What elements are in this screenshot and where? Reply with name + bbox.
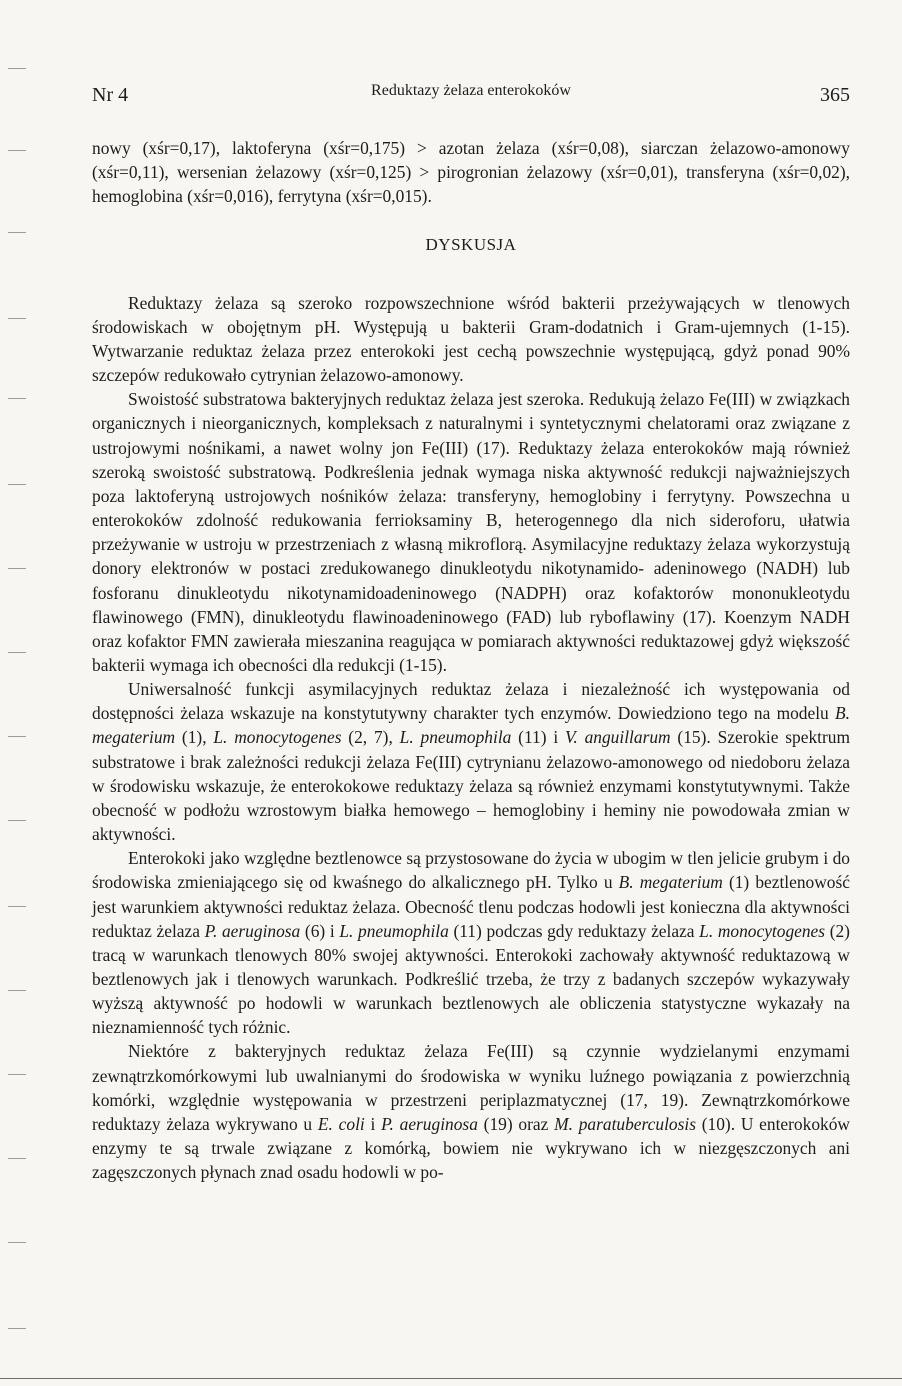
- paragraph-text: (15). Szerokie spektrum substratowe i brak zależności redukcji żelaza Fe(III) cytrynianu żelazowo-amonowego od niedoboru żelaza w środowisku wskazuje, że enterokokowe reduktazy żelaza są również enzymami konstytutywnymi. Także obecność w podłożu wzrostowym białka hemowego – hemoglobiny i heminy nie powodowała zmian w aktywności.: [92, 727, 850, 845]
- margin-tick: [8, 990, 26, 991]
- margin-tick: [8, 232, 26, 233]
- journal-issue: Nr 4: [92, 84, 129, 106]
- margin-tick: [8, 1074, 26, 1075]
- body-paragraph: [92, 291, 850, 388]
- paragraph-text: (2) tracą w warunkach tlenowych 80% swojej aktywności. Enterokoki zachowały aktywność reduktazową w beztlenowych jak i tlenowych warunkach. Podkreślić trzeba, że trzy z badanych szczepów wykazywały wyższą aktywność po hodowli w warunkach beztlenowych ale obliczenia statystyczne wykazały na nieznamienność tych różnic.: [92, 920, 850, 1038]
- paragraph-text: Uniwersalność funkcji asymilacyjnych reduktaz żelaza i niezależność ich występowania od dostępności żelaza wskazuje na konstytutywny charakter tych enzymów. Dowiedziono tego na modelu: [92, 679, 850, 724]
- paragraph-text: Niektóre z bakteryjnych reduktaz żelaza Fe(III) są czynnie wydzielanymi enzymami zewnątrzkomórkowymi lub uwalnianymi do środowiska w wyniku luźnego powiązania z powierzchnią komórki, względnie występowania w przestrzeni periplazmatycznej (17, 19). Zewnątrzkomórkowe reduktazy żelaza wykrywano u: [92, 1041, 850, 1134]
- margin-tick: [8, 736, 26, 737]
- margin-tick: [8, 568, 26, 569]
- paragraph-text: (19) oraz: [477, 1113, 555, 1134]
- species-name: M. paratuberculosis: [554, 1113, 696, 1134]
- margin-tick: [8, 398, 26, 399]
- paragraph-text: Reduktazy żelaza są szeroko rozpowszechnione wśród bakterii przeżywających w tlenowych środowiskach w obojętnym pH. Występują u bakterii Gram-dodatnich i Gram-ujemnych (1-15). Wytwarzanie reduktaz żelaza przez enterokoki jest cechą powszechnie występującą, gdyż ponad 90% szczepów redukowało cytrynian żelazowo-amonowy.: [92, 292, 850, 386]
- species-name: L. pneumophila: [399, 727, 512, 748]
- margin-tick: [8, 150, 26, 151]
- body-paragraph: [92, 677, 850, 846]
- species-name: V. anguillarum: [565, 727, 671, 748]
- paragraph-text: (6) i: [300, 920, 340, 941]
- article-body: [92, 136, 850, 1184]
- paragraph-text: (11) podczas gdy reduktazy żelaza: [448, 920, 700, 941]
- species-name: B. megaterium: [618, 872, 723, 893]
- paragraph-text: (1),: [175, 727, 214, 748]
- paragraph-text: Swoistość substratowa bakteryjnych reduktaz żelaza jest szeroka. Redukują żelazo Fe(III) w związkach organicznych i nieorganicznych, kompleksach z naturalnymi i syntetycznymi chelatorami oraz związane z ustrojowymi nośnikami, a nawet wolny jon Fe(III) (17). Reduktazy żelaza enterokoków mają również szeroką swoistość substratową. Podkreślenia jednak wymaga niska aktywność redukcji najważniejszych poza laktoferyną ustrojowych nośników żelaza: transferyny, hemoglobiny i ferrytyny. Powszechna u enterokoków zdolność redukowania ferrioksaminy B, heterogennego dla nich sideroforu, ułatwia przeżywanie w ustroju w przestrzeniach z własną mikroflorą. Asymilacyjne reduktazy żelaza wykorzystują donory elektronów w postaci zredukowanego dinukleotydu nikotynamido- adeninowego (NADH) lub fosforanu dinukleotydu nikotynamidoadeninowego (NADPH) oraz kofaktorów mononukleotydu flawinowego (FMN), dinukleotydu flawinoadeninowego (FAD) lub ryboflawiny (17). Koenzym NADH oraz kofaktor FMN zawierała mieszanina reagująca w pomiarach aktywności reduktazowej gdyż większość bakterii wymaga ich obecności dla redukcji (1-15).: [92, 389, 850, 675]
- margin-tick: [8, 484, 26, 485]
- margin-tick: [8, 1328, 26, 1329]
- page-edge-line: [0, 1378, 902, 1379]
- species-name: E. coli: [317, 1113, 365, 1134]
- species-name: L. monocytogenes: [699, 920, 826, 941]
- paragraph-text: i: [364, 1113, 382, 1134]
- species-name: L. pneumophila: [339, 920, 449, 941]
- discussion-paragraphs: [92, 291, 850, 1185]
- species-name: P. aeruginosa: [204, 920, 301, 941]
- page-number: 365: [820, 84, 850, 106]
- body-paragraph: [92, 846, 850, 1039]
- margin-tick: [8, 906, 26, 907]
- lead-paragraph: nowy (xśr=0,17), laktoferyna (xśr=0,175) > azotan żelaza (xśr=0,08), siarczan żelazowo-amonowy (xśr=0,11), wersenian żelazowy (xśr=0,125) > pirogronian żelazowy (xśr=0,01), transferyna (xśr=0,02), hemoglobina (xśr=0,016), ferrytyna (xśr=0,015).: [92, 138, 850, 207]
- margin-tick: [8, 652, 26, 653]
- running-title: Reduktazy żelaza enterokoków: [371, 82, 571, 99]
- margin-tick: [8, 68, 26, 69]
- margin-tick: [8, 820, 26, 821]
- section-heading: DYSKUSJA: [425, 235, 517, 255]
- paragraph-text: Enterokoki jako względne beztlenowce są przystosowane do życia w ubogim w tlen jelicie grubym i do środowiska zmieniającego się od kwaśnego do alkalicznego pH. Tylko u: [92, 848, 850, 893]
- margin-tick: [8, 1158, 26, 1159]
- species-name: P. aeruginosa: [381, 1113, 478, 1134]
- body-paragraph: [92, 1039, 850, 1184]
- paragraph-text: (1) beztlenowość jest warunkiem aktywności reduktaz żelaza. Obecność tlenu podczas hodowli jest konieczna dla aktywności reduktaz żelaza: [92, 872, 850, 941]
- running-header: [92, 82, 850, 112]
- species-name: L. monocytogenes: [213, 727, 342, 748]
- paragraph-text: (11) i: [511, 727, 566, 748]
- margin-tick: [8, 1242, 26, 1243]
- binding-margin: [0, 0, 40, 1386]
- body-paragraph: [92, 387, 850, 677]
- species-name: B. megaterium: [92, 703, 850, 748]
- paragraph-text: (2, 7),: [341, 727, 400, 748]
- margin-tick: [8, 318, 26, 319]
- paragraph-text: (10). U enterokoków enzymy te są trwale związane z komórką, bowiem nie wykrywano ich w niezgęszczonych ani zagęszczonych płynach znad osadu hodowli w po-: [92, 1113, 850, 1183]
